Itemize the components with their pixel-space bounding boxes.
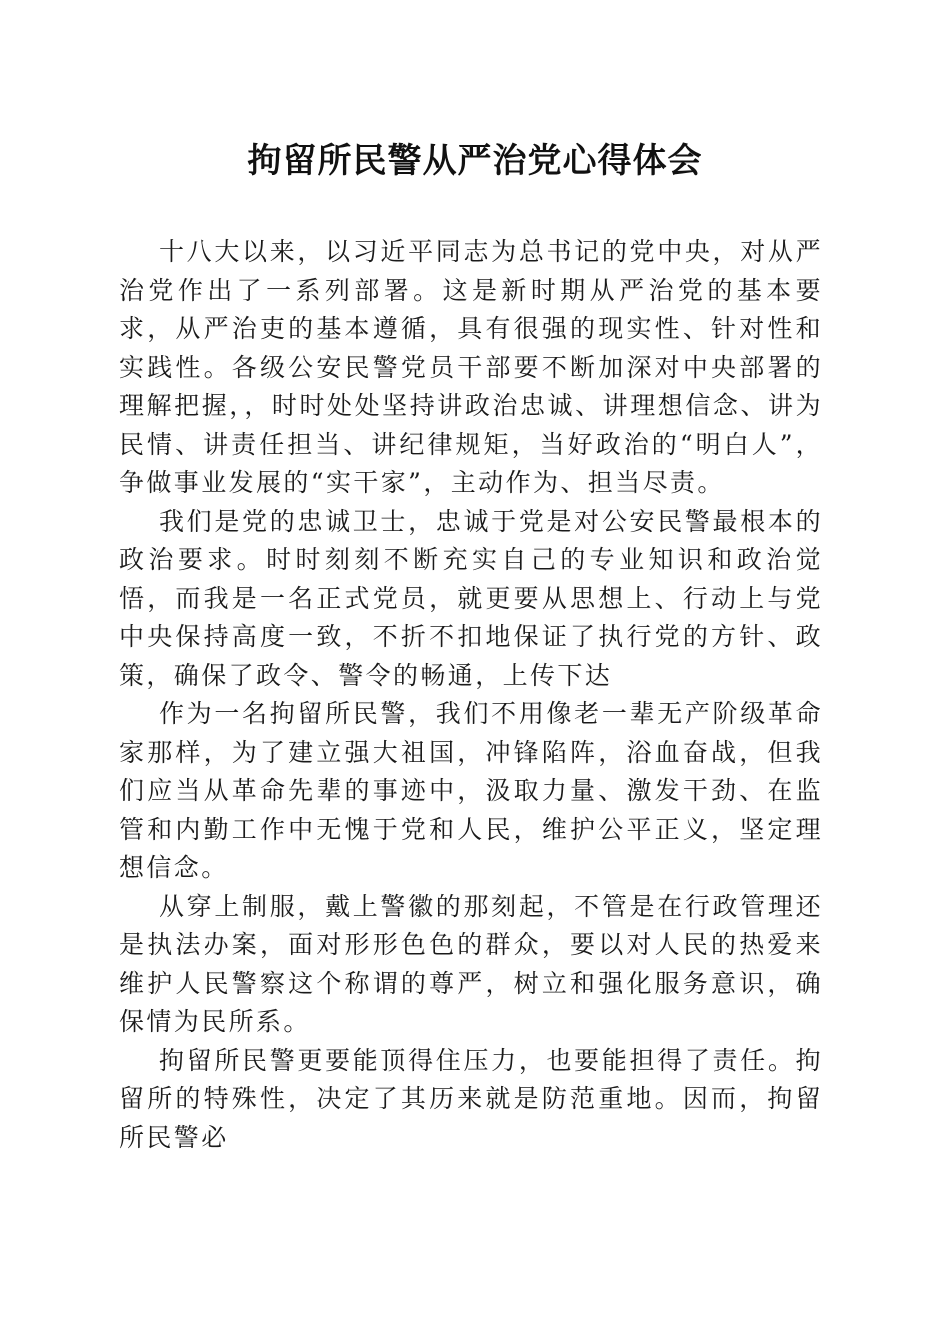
- document-title: 拘留所民警从严治党心得体会: [247, 141, 703, 181]
- paragraph: 从穿上制服，戴上警徽的那刻起，不管是在行政管理还是执法办案，面对形形色色的群众，要以对人民的热爱来维护人民警察这个称谓的尊严，树立和强化服务意识，确保情为民所系。: [119, 891, 823, 1036]
- paragraph: 作为一名拘留所民警，我们不用像老一辈无产阶级革命家那样，为了建立强大祖国，冲锋陷阵，浴血奋战，但我们应当从革命先辈的事迹中，汲取力量、激发干劲、在监管和内勤工作中无愧于党和人民，维护公平正义，坚定理想信念。: [119, 699, 823, 882]
- paragraph: 拘留所民警更要能顶得住压力，也要能担得了责任。拘留所的特殊性，决定了其历来就是防范重地。因而，拘留所民警必: [119, 1045, 823, 1152]
- document-body: [119, 233, 823, 1157]
- paragraph: 我们是党的忠诚卫士，忠诚于党是对公安民警最根本的政治要求。时时刻刻不断充实自己的专业知识和政治觉悟，而我是一名正式党员，就更要从思想上、行动上与党中央保持高度一致，不折不扣地保证了执行党的方针、政策，确保了政令、警令的畅通，上传下达: [119, 506, 823, 690]
- paragraph: 十八大以来，以习近平同志为总书记的党中央，对从严治党作出了一系列部署。这是新时期从严治党的基本要求，从严治吏的基本遵循，具有很强的现实性、针对性和实践性。各级公安民警党员干部要不断加深对中央部署的理解把握，，时时处处坚持讲政治忠诚、讲理想信念、讲为民情、讲责任担当、讲纪律规矩，当好政治的“明白人”，争做事业发展的“实干家”，主动作为、担当尽责。: [119, 237, 823, 497]
